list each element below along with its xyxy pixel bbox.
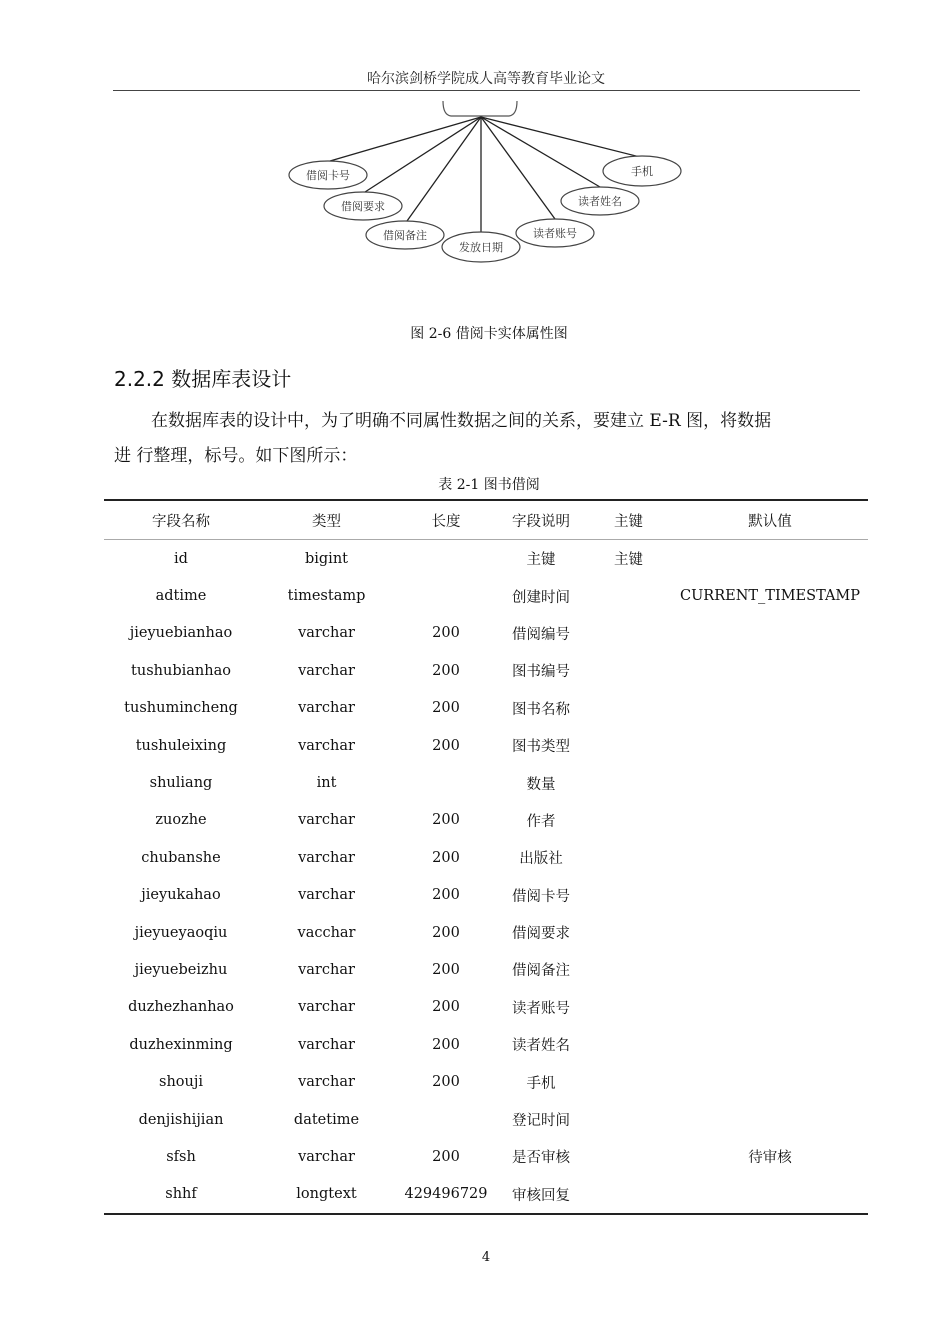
table-cell: 200	[432, 961, 460, 978]
table-cell: jieyueyaoqiu	[134, 924, 228, 941]
table-cell: varchar	[298, 737, 355, 754]
table-cell	[672, 690, 868, 727]
table-cell: chubanshe	[141, 849, 221, 866]
table-cell: timestamp	[287, 588, 366, 605]
table-cell: 200	[432, 1074, 460, 1091]
table-cell: vacchar	[297, 924, 356, 941]
table-cell: 借阅备注	[512, 963, 570, 980]
table-cell: 200	[432, 625, 460, 642]
table-cell: varchar	[298, 1148, 355, 1165]
table-cell: 出版社	[519, 851, 563, 868]
table-cell: id	[174, 550, 188, 567]
column-header: 字段名称	[104, 500, 258, 540]
table-cell: varchar	[298, 700, 355, 717]
attribute-label: 借阅要求	[341, 200, 385, 213]
table-cell: 200	[432, 812, 460, 829]
table-cell: varchar	[298, 961, 355, 978]
table-cell: varchar	[298, 1036, 355, 1053]
page-number: 4	[481, 1250, 491, 1265]
table-cell	[672, 802, 868, 839]
table-cell: 读者姓名	[512, 1038, 570, 1055]
table-cell	[672, 764, 868, 801]
table-row	[104, 727, 868, 764]
table-cell: CURRENT_TIMESTAMP	[679, 588, 861, 605]
table-cell: shuliang	[149, 775, 213, 792]
table-cell	[585, 951, 672, 988]
table-cell	[585, 727, 672, 764]
table-row	[104, 652, 868, 689]
table-cell: tushuleixing	[135, 737, 227, 754]
page-header: 哈尔滨剑桥学院成人高等教育毕业论文	[367, 71, 605, 87]
table-cell: duzhezhanhao	[128, 999, 234, 1016]
table-cell: varchar	[298, 625, 355, 642]
table-cell: 图书类型	[512, 739, 570, 756]
attribute-label: 借阅卡号	[306, 169, 350, 182]
table-cell	[585, 577, 672, 614]
table-cell	[395, 764, 497, 801]
table-cell: 200	[432, 1148, 460, 1165]
table-row	[104, 989, 868, 1026]
table-cell	[585, 652, 672, 689]
table-cell: 200	[432, 924, 460, 941]
table-cell: int	[316, 775, 337, 792]
column-header: 类型	[258, 500, 395, 540]
table-cell: 借阅编号	[512, 626, 570, 643]
table-cell: adtime	[155, 588, 207, 605]
table-cell	[672, 652, 868, 689]
table-cell: 创建时间	[512, 589, 570, 606]
table-cell	[585, 1101, 672, 1138]
table-cell	[585, 1026, 672, 1063]
table-cell	[395, 540, 497, 578]
table-cell	[585, 615, 672, 652]
table-cell: jieyukahao	[141, 887, 221, 904]
table-caption: 表 2-1 图书借阅	[438, 477, 540, 493]
body-paragraph-line: 在数据库表的设计中，为了明确不同属性数据之间的关系，要建立 E-R 图，将数据	[151, 411, 772, 431]
table-cell: denjishijian	[138, 1111, 224, 1128]
table-cell: duzhexinming	[129, 1036, 233, 1053]
table-header-row	[104, 500, 868, 540]
table-cell: varchar	[298, 812, 355, 829]
table-cell	[672, 540, 868, 578]
table-cell	[672, 615, 868, 652]
table-cell: 审核回复	[512, 1187, 570, 1204]
table-cell: 手机	[526, 1075, 556, 1092]
table-cell: 200	[432, 700, 460, 717]
table-cell	[672, 877, 868, 914]
attribute-label: 读者姓名	[578, 195, 622, 208]
table-cell	[585, 1063, 672, 1100]
table-row	[104, 914, 868, 951]
table-cell	[395, 577, 497, 614]
table-cell: 是否审核	[512, 1150, 570, 1167]
column-header: 默认值	[672, 500, 868, 540]
table-row	[104, 877, 868, 914]
table-cell	[585, 690, 672, 727]
table-cell: sfsh	[166, 1148, 196, 1165]
table-cell: 读者账号	[512, 1000, 570, 1017]
table-cell: 图书名称	[512, 701, 570, 718]
table-cell	[672, 839, 868, 876]
table-cell	[585, 1176, 672, 1214]
column-header: 主键	[585, 500, 672, 540]
table-cell: 200	[432, 999, 460, 1016]
table-row	[104, 577, 868, 614]
table-cell: jieyuebeizhu	[134, 961, 228, 978]
table-cell	[672, 914, 868, 951]
table-cell: longtext	[296, 1186, 357, 1203]
table-row	[104, 951, 868, 988]
table-row	[104, 1176, 868, 1214]
figure-caption: 图 2-6 借阅卡实体属性图	[410, 326, 568, 342]
table-cell: 200	[432, 662, 460, 679]
table-cell: shouji	[159, 1074, 203, 1091]
table-cell: 数量	[526, 776, 556, 793]
table-row	[104, 802, 868, 839]
table-cell: 借阅要求	[512, 926, 570, 943]
section-heading: 2.2.2 数据库表设计	[114, 367, 292, 391]
table-cell: 待审核	[748, 1150, 792, 1167]
table-cell: 借阅卡号	[512, 888, 570, 905]
table-cell	[672, 727, 868, 764]
table-cell	[672, 989, 868, 1026]
table-row	[104, 540, 868, 578]
field-table	[104, 499, 868, 1215]
table-cell: 登记时间	[512, 1113, 570, 1130]
table-cell: varchar	[298, 662, 355, 679]
entity-box	[443, 101, 517, 116]
table-row	[104, 1138, 868, 1175]
table-cell	[585, 914, 672, 951]
table-row	[104, 1063, 868, 1100]
table-cell: 主键	[614, 552, 643, 569]
table-cell: 200	[432, 737, 460, 754]
table-cell: bigint	[304, 550, 348, 567]
table-row	[104, 690, 868, 727]
attribute-label: 读者账号	[533, 227, 577, 240]
table-cell: varchar	[298, 1074, 355, 1091]
table-row	[104, 615, 868, 652]
table-cell	[585, 989, 672, 1026]
table-cell	[672, 1063, 868, 1100]
table-cell	[672, 1026, 868, 1063]
table-cell	[672, 1101, 868, 1138]
table-cell: 主键	[526, 552, 556, 569]
table-cell: 200	[432, 887, 460, 904]
table-cell	[585, 802, 672, 839]
body-paragraph-line: 进 行整理，标号。如下图所示：	[114, 446, 358, 466]
table-cell	[672, 1176, 868, 1214]
attribute-label: 手机	[631, 165, 653, 178]
column-header: 字段说明	[497, 500, 585, 540]
table-cell	[585, 877, 672, 914]
attribute-label: 借阅备注	[383, 229, 427, 242]
table-cell	[585, 839, 672, 876]
table-cell: 图书编号	[512, 664, 570, 681]
er-diagram	[0, 0, 950, 300]
attribute-label: 发放日期	[459, 241, 503, 254]
table-cell: tushubianhao	[131, 662, 231, 679]
table-cell: datetime	[293, 1111, 360, 1128]
table-row	[104, 1101, 868, 1138]
table-cell: varchar	[298, 999, 355, 1016]
table-cell: 作者	[526, 813, 556, 830]
table-cell	[672, 951, 868, 988]
column-header: 长度	[395, 500, 497, 540]
table-row	[104, 839, 868, 876]
table-cell	[395, 1101, 497, 1138]
table-cell: 429496729	[404, 1186, 488, 1203]
table-cell: 200	[432, 1036, 460, 1053]
table-cell	[585, 764, 672, 801]
table-row	[104, 764, 868, 801]
table-cell: jieyuebianhao	[129, 625, 233, 642]
table-cell: tushumincheng	[124, 700, 238, 717]
table-cell: shhf	[165, 1186, 197, 1203]
table-cell: varchar	[298, 887, 355, 904]
table-cell: varchar	[298, 849, 355, 866]
table-cell: 200	[432, 849, 460, 866]
table-cell	[585, 1138, 672, 1175]
table-cell: zuozhe	[155, 812, 207, 829]
table-row	[104, 1026, 868, 1063]
